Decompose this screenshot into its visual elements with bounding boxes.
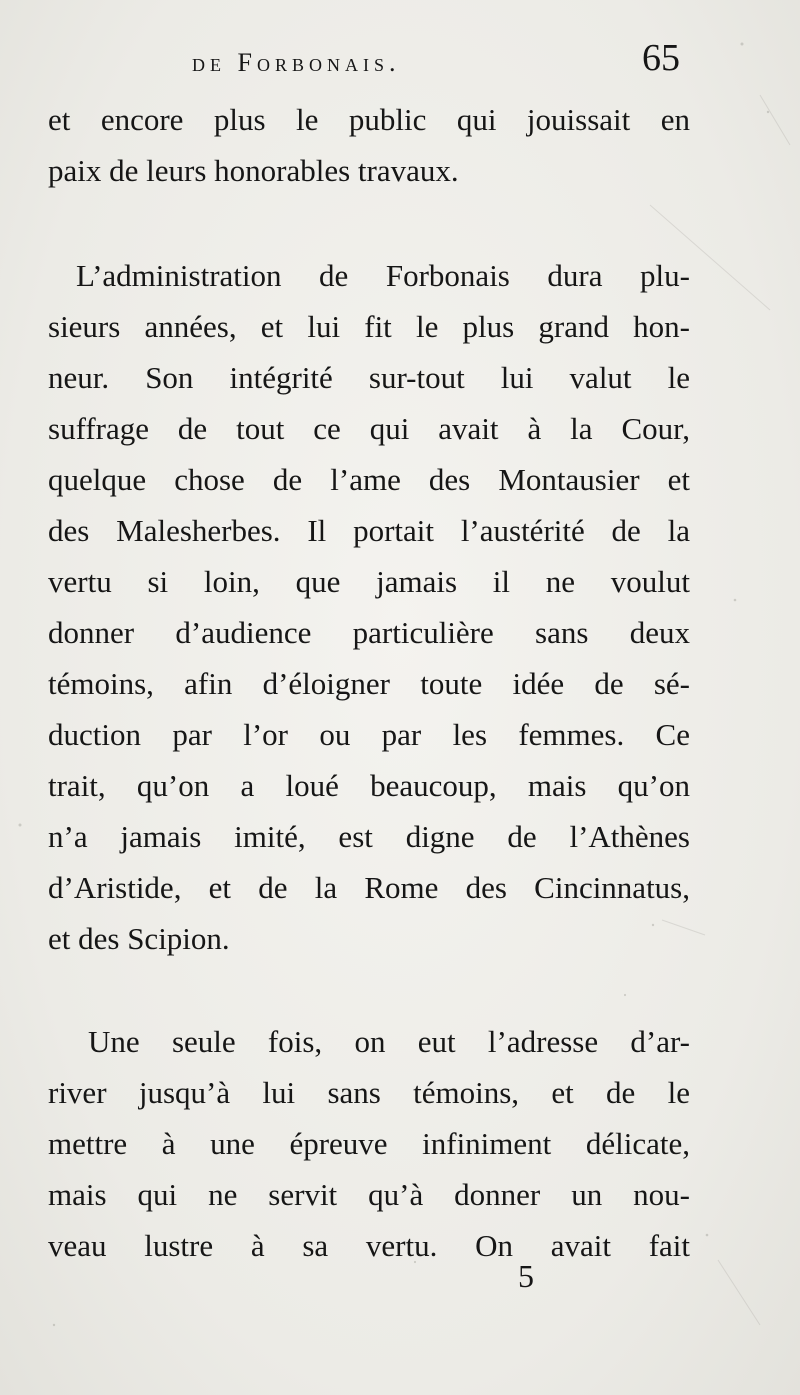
text-line: vertu si loin, que jamais il ne voulut	[48, 564, 690, 599]
text-line: n’a jamais imité, est digne de l’Athènes	[48, 819, 690, 854]
signature-mark: 5	[518, 1258, 534, 1294]
text-line: et encore plus le public qui jouissait en	[48, 102, 690, 137]
paragraph	[48, 1016, 690, 1271]
text-line: des Malesherbes. Il portait l’austérité de la	[48, 513, 690, 548]
text-line: suffrage de tout ce qui avait à la Cour,	[48, 411, 690, 446]
text-line: sieurs années, et lui fit le plus grand hon-	[48, 309, 690, 344]
running-head: de Forbonais.	[192, 48, 401, 77]
text-line: donner d’audience particulière sans deux	[48, 615, 690, 650]
page-header	[48, 38, 690, 88]
text-line: Une seule fois, on eut l’adresse d’ar-	[88, 1024, 690, 1059]
text-line: duction par l’or ou par les femmes. Ce	[48, 717, 690, 752]
text-line: L’administration de Forbonais dura plu-	[76, 258, 690, 293]
text-line: témoins, afin d’éloigner toute idée de sé-	[48, 666, 690, 701]
paragraph	[48, 250, 690, 964]
text-line: trait, qu’on a loué beaucoup, mais qu’on	[48, 768, 690, 803]
page-number: 65	[642, 37, 680, 79]
text-line: veau lustre à sa vertu. On avait fait	[48, 1228, 690, 1263]
text-line: mettre à une épreuve infiniment délicate,	[48, 1126, 690, 1161]
text-line: d’Aristide, et de la Rome des Cincinnatus,	[48, 870, 690, 905]
body-text	[48, 94, 690, 1271]
text-line: mais qui ne servit qu’à donner un nou-	[48, 1177, 690, 1212]
text-line: quelque chose de l’ame des Montausier et	[48, 462, 690, 497]
text-line: et des Scipion.	[48, 921, 230, 956]
paragraph	[48, 94, 690, 196]
text-line: neur. Son intégrité sur-tout lui valut le	[48, 360, 690, 395]
text-line: river jusqu’à lui sans témoins, et de le	[48, 1075, 690, 1110]
text-line: paix de leurs honorables travaux.	[48, 153, 459, 188]
